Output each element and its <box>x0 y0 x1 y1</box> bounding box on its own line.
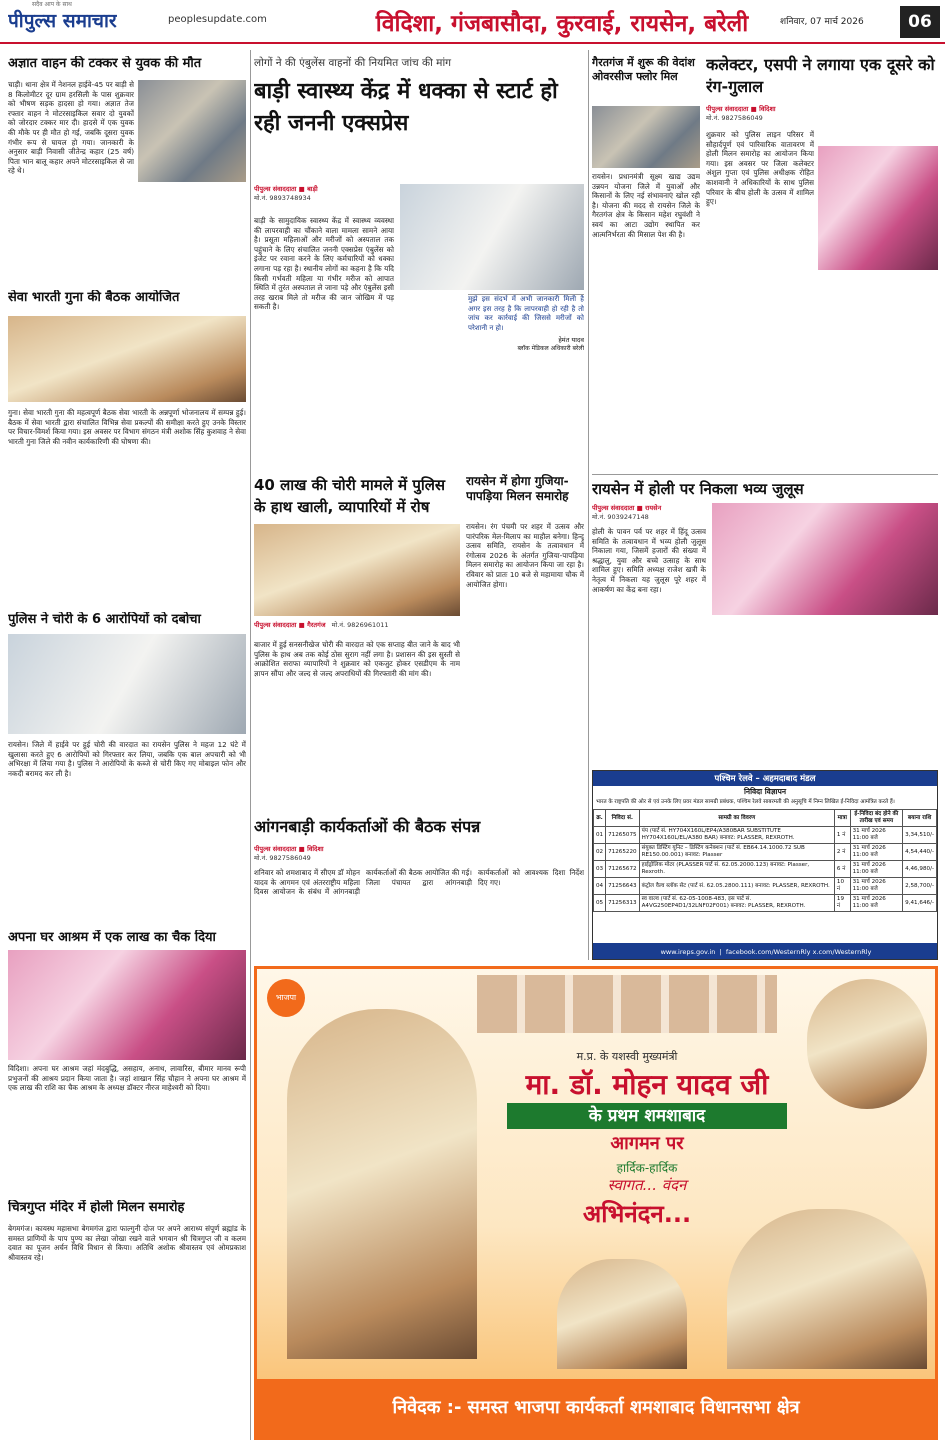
table-cell: संयुक्त डिस्टिंग यूनिट – डिस्टिंग कनेक्शन (पार्ट सं. EB64.14.1000.72 SUB RE150.00.001) बनावट: Plasser <box>639 844 834 861</box>
table-cell: 2 नं <box>834 844 850 861</box>
byline-label: पीपुल्स संवाददाता ■ रायसेन <box>592 504 662 512</box>
seva-bharati-body: गुना। सेवा भारती गुना की महत्वपूर्ण बैठक सेवा भारती के अन्नपूर्णा भोजनालय में सम्पन्न हुई। बैठक में सेवा भारती द्वारा संचालित विभिन्न सेवा प्रकल्पों की समीक्षा करते हुए उनके विस्तार पर विचार-विमर्श किया गया। इस अवसर पर विभाग संगठन मंत्री अशोक सिंह कुशवाह ने सेवा भारती गुना जिले की नवीन कार्यकारिणी की घोषणा की। <box>8 408 246 446</box>
byline-label: पीपुल्स संवाददाता ■ विदिशा <box>254 845 324 853</box>
ad-line2: के प्रथम शमशाबाद <box>507 1103 787 1129</box>
ad-greet: हार्दिक-हार्दिक <box>616 1161 678 1175</box>
leader-portrait-right <box>807 979 927 1109</box>
table-cell: 02 <box>594 844 606 861</box>
table-header: बयाना राशि <box>903 810 937 827</box>
table-cell: 31 मार्च 2026 11:00 बजे <box>850 861 903 878</box>
tender-table <box>593 809 937 912</box>
raisen-procession-photo <box>712 503 938 615</box>
headline-apna-ghar: अपना घर आश्रम में एक लाख का चैक दिया <box>8 930 216 945</box>
byline-label: पीपुल्स संवाददाता ■ बाड़ी <box>254 185 318 193</box>
quote-role: ब्लॉक मेडिकल अधिकारी बरेली <box>517 345 584 353</box>
theft-body: बाजार में हुई सनसनीखेज चोरी की वारदात को एक सप्ताह बीत जाने के बाद भी पुलिस के हाथ अब तक कोई ठोस सुराग नहीं लगा है। प्रशासन की इस सुस्ती से आक्रोशित सराफा व्यापारियों ने शुक्रवार को एकजुट होकर एसडीएम के नाम ज्ञापन सौंपा और जल्द से जल्द अपराधियों की गिरफ्तारी की मांग की। <box>254 640 460 678</box>
table-cell: 71265220 <box>606 844 639 861</box>
social-links[interactable]: facebook.com/WesternRly x.com/WesternRly <box>725 948 872 956</box>
senior-leader-portrait <box>727 1209 927 1369</box>
headline-theft-arrest: पुलिस ने चोरी के 6 आरोपियों को दबोचा <box>8 612 201 627</box>
table-row <box>594 827 937 844</box>
masthead <box>0 0 945 44</box>
table-row <box>594 861 937 878</box>
flour-mill-photo <box>592 106 700 168</box>
quote-author: हेमंत यादव <box>558 336 584 345</box>
table-row <box>594 895 937 912</box>
table-cell: 04 <box>594 878 606 895</box>
table-cell: हाईड्रोलिक मोटर (PLASSER पार्ट सं. 62.05.2000.123) बनावट: Plasser, Rexroth. <box>639 861 834 878</box>
reporter-mobile: मो.नं. 9893748934 <box>254 194 311 202</box>
table-cell: 9,41,646/- <box>903 895 937 912</box>
table-cell: 31 मार्च 2026 11:00 बजे <box>850 844 903 861</box>
table-cell: 71265672 <box>606 861 639 878</box>
table-cell: 71265075 <box>606 827 639 844</box>
page-number: 06 <box>900 6 940 38</box>
holi-officials-photo <box>818 146 938 270</box>
ambulance-body-cont <box>400 294 464 454</box>
table-header: सामग्री का विवरण <box>639 810 834 827</box>
raisen-holi-body: होली के पावन पर्व पर शहर में हिंदू उत्सव समिति के तत्वावधान में भव्य होली जुलूस निकाला गया, जिसमें हजारों की संख्या में श्रद्धालु, युवा और बच्चे उत्साह के साथ शामिल हुए। समिति अध्यक्ष राजेश खत्री के नेतृत्व में निकला यह जुलूस पूरे शहर में आकर्षण का केंद्र बना रहा। <box>592 527 706 594</box>
flour-mill-body: रायसेन। प्रधानमंत्री सूक्ष्म खाद्य उद्यम उन्नयन योजना जिले में युवाओं और किसानों के लिए नई संभावनाएं खोल रही है। योजना की मदद से रायसेन जिले के गैरतगंज क्षेत्र के किसान महेश रघुवंशी ने स्वयं का आटा उद्योग स्थापित कर आत्मनिर्भरता की मिसाल पेश की है। <box>592 172 700 239</box>
table-cell: 31 मार्च 2026 11:00 बजे <box>850 895 903 912</box>
byline-gairatganj <box>254 620 460 629</box>
ad-cm-name: मा. डॉ. मोहन यादव जी <box>525 1068 769 1101</box>
ad-welcome: स्वागत... वंदन <box>607 1176 687 1194</box>
headline-gujiya: रायसेन में होगा गुजिया-पापड़िया मिलन समारोह <box>466 474 569 503</box>
gujiya-body: रायसेन। रंग पंचमी पर शहर में उत्सव और पारंपरिक मेल-मिलाप का माहौल बनेगा। हिन्दू उत्सव समिति, रायसेन के तत्वावधान में रंगोत्सव 2026 के अंतर्गत गुजिया-पापड़िया मिलन समारोह का आयोजन किया जा रहा है। रविवार को प्रातः 10 बजे से महामाया चौक में आयोजित होगा। <box>466 522 584 589</box>
table-cell: 31 मार्च 2026 11:00 बजे <box>850 827 903 844</box>
accident-body: चाड़ी। थाना क्षेत्र में नेशनल हाईवे-45 पर बाड़ी से 8 किलोमीटर दूर ग्राम हरसिली के पास शुक्रवार को भीषण सड़क हादसा हो गया। अज्ञात तेज रफ्तार वाहन ने मोटरसाइकिल सवार दो युवकों को जोरदार टक्कर मार दी। हादसे में एक युवक की मौके पर ही मौत हो गई, जबकि दूसरा युवक गंभीर रूप से घायल हो गया। जानकारी के अनुसार बाड़ी निवासी जीतेन्द्र कहार (25 वर्ष) पिता भान बालू कहार अपने मोटरसाइकिल से जा रहे थे। <box>8 80 134 176</box>
reporter-mobile: मो.नं. 9827586049 <box>706 114 763 122</box>
apna-ghar-body: विदिशा। अपना घर आश्रम जहां मंदबुद्धि, असहाय, अनाथ, लावारिस, बीमार मानव रूपी प्रभुजनों की आश्रय प्रदान किया जाता है। जहां शाखान सिंह चौहान ने अपना घर आश्रम में एक लाख की राशि का चैक आश्रम के अध्यक्ष डॉक्टर नीरज माहेश्वरी को दिया। <box>8 1064 246 1093</box>
table-header: निविदा सं. <box>606 810 639 827</box>
byline-vidisha-d <box>706 104 816 122</box>
chitragupt-body: बेगमगंज। कायस्थ महासभा बेगमगंज द्वारा फाल्गुनी दोज पर अपने आराध्य संपूर्ण ब्रह्मांड के समस्त प्राणियों के पाप पुण्य का लेखा जोखा रखने वाले भगवान श्री चित्रगुप्त जी व कलम दवात का पूजन अर्चन विधि विधान से किया। अतिथि अशोक श्रीवास्तव एवं ओमप्रकाश श्रीवास्तव रहे। <box>8 1224 246 1262</box>
divider <box>588 50 589 960</box>
worker-portrait <box>557 1259 687 1369</box>
headline-seva-bharati: सेवा भारती गुना की बैठक आयोजित <box>8 290 180 305</box>
headline-40-lakh-theft: 40 लाख की चोरी मामले में पुलिस के हाथ खाली, व्यापारियों में रोष <box>254 476 446 516</box>
headline-anganwadi: आंगनबाड़ी कार्यकर्ताओं की बैठक संपन्न <box>254 817 481 836</box>
table-cell: स्व वाल्व (पार्ट सं. 62-05-1008-483, इस पार्ट सं. A4VG250EP4D1/32LNF02F001) बनावट: PLASSER, REXROTH. <box>639 895 834 912</box>
ad-line3: आगमन पर <box>610 1133 684 1154</box>
byline-raisen <box>592 503 702 521</box>
tender-org: पश्चिम रेलवे – अहमदाबाद मंडल <box>593 771 937 786</box>
byline-vidisha <box>254 844 374 862</box>
column-b <box>254 50 584 960</box>
tender-notice <box>592 770 938 960</box>
cm-portrait <box>287 1009 477 1359</box>
table-cell: 71256313 <box>606 895 639 912</box>
headline-chitragupt: चित्रगुप्त मंदिर में होली मिलन समारोह <box>8 1200 185 1215</box>
table-cell: 4,54,440/- <box>903 844 937 861</box>
byline-label: पीपुल्स संवाददाता ■ गैरतगंज <box>254 621 326 629</box>
table-cell: 6 नं <box>834 861 850 878</box>
table-cell: 05 <box>594 895 606 912</box>
ad-footer: निवेदक :- समस्त भाजपा कार्यकर्ता शमशाबाद विधानसभा क्षेत्र <box>257 1379 935 1437</box>
logo: पीपुल्स समाचार <box>8 10 117 32</box>
column-a <box>8 50 246 1440</box>
reporter-mobile: मो.नं. 9827586049 <box>254 854 311 862</box>
ad-abhinandan: अभिनंदन... <box>582 1200 692 1228</box>
seva-bharati-photo <box>8 316 246 402</box>
table-header: क्र. <box>594 810 606 827</box>
quote-box <box>468 294 584 410</box>
table-cell: 1 नं <box>834 827 850 844</box>
headline-accident: अज्ञात वाहन की टक्कर से युवक की मौत <box>8 56 202 71</box>
ireps-link[interactable]: www.ireps.gov.in <box>660 948 716 956</box>
table-cell: पंप (पार्ट सं. HY704X160L/EP4/A380BAR SUBSTITUTE HY704X160L/EL/A380 BAR) बनावट: PLASSER, REXROTH. <box>639 827 834 844</box>
table-row <box>594 878 937 895</box>
column-d <box>706 50 938 470</box>
headline-ambulance: बाड़ी स्वास्थ्य केंद्र में धक्का से स्टार्ट हो रही जननी एक्सप्रेस <box>254 79 558 136</box>
table-cell: 01 <box>594 827 606 844</box>
table-header: मात्रा <box>834 810 850 827</box>
table-cell: 03 <box>594 861 606 878</box>
tender-notice-title: निविदा विज्ञापन <box>743 787 787 796</box>
reporter-mobile: मो.नं. 9039247148 <box>592 513 649 521</box>
collector-sp-body: शुक्रवार को पुलिस लाइन परिसर में सौहार्दपूर्ण एवं पारिवारिक वातावरण में होली मिलन समारोह का आयोजन किया गया। इस अवसर पर जिला कलेक्टर अंशुल गुप्ता एवं पुलिस अधीक्षक रोहित काशवानी ने अधिकारियों के साथ पुलिस परिवार के बीच होली के उत्सव में शामिल हुए। <box>706 130 814 207</box>
table-cell: 71256643 <box>606 878 639 895</box>
table-cell: 4,46,980/- <box>903 861 937 878</box>
anganwadi-body: शनिवार को शमशाबाद में सीएम डॉ मोहन यादव के आगमन एवं अंतरराष्ट्रीय महिला दिवस आयोजन के संबंध में आंगनबाड़ी कार्यकर्ताओं की बैठक आयोजित की गई। जिला पंचायत द्वारा आंगनबाड़ी कार्यकर्ताओं को आवश्यक दिशा निर्देश दिए गए। <box>254 868 584 897</box>
tender-intro: भारत के राष्ट्रपति की ओर से एवं उनके लिए प्रवर मंडल सामग्री प्रबंधक, पश्चिम रेलवे साबरमती की अनुसूचि में निम्न लिखित ई-निविदा आमंत्रित करते हैं। <box>596 799 895 805</box>
bjp-logo: भाजपा <box>267 979 305 1017</box>
raisen-holi-story <box>592 474 938 764</box>
website-link[interactable]: peoplesupdate.com <box>168 14 267 25</box>
table-cell: 3,34,510/- <box>903 827 937 844</box>
headline-raisen-holi: रायसेन में होली पर निकला भव्य जुलूस <box>592 480 804 498</box>
ad-pre-title: म.प्र. के यशस्वी मुख्यमंत्री <box>576 1050 678 1063</box>
table-row <box>594 844 937 861</box>
edition-title: विदिशा, गंजबासौदा, कुरवाई, रायसेन, बरेली <box>375 11 749 37</box>
reporter-mobile: मो.नं. 9826961011 <box>331 621 389 629</box>
quote-text: मुझे इस संदर्भ में अभी जानकारी मिली है अगर इस तरह है कि लापरवाही हो रही है तो जांच कर कार्रवाई की जिससे मरीजों को परेशानी न हो। <box>468 295 584 332</box>
traders-photo <box>254 524 460 616</box>
theft-arrest-body: रायसेन। जिले में हाईवे पर हुई चोरी की वारदात का रायसेन पुलिस ने महज 12 घंटे में खुलासा करते हुए 6 आरोपियों को गिरफ्तार कर लिया, जबकि एक बाल अपचारी को भी अभिरक्षा में लिया गया है। पुलिस ने आरोपियों के कब्जे से चोरी किए गए मोबाइल फोन और नकदी बरामद कर ली है। <box>8 740 246 778</box>
ambulance-photo <box>400 184 584 290</box>
table-header: ई-निविदा बंद होने की तारीख एवं समय <box>850 810 903 827</box>
theft-arrest-photo <box>8 634 246 734</box>
table-cell: 10 नं <box>834 878 850 895</box>
table-cell: 2,58,700/- <box>903 878 937 895</box>
byline-bari <box>254 184 394 202</box>
ambulance-body: बाड़ी के सामुदायिक स्वास्थ्य केंद्र में स्वास्थ्य व्यवस्था की लापरवाही का चौंकाने वाला मामला सामने आया है। प्रसूता महिलाओं और मरीजों को अस्पताल तक पहुंचाने के लिए संचालित जननी एक्सप्रेस एंबुलेंस को इंजेट पर रवाना करने के लिए कर्मचारियों को धक्का लगाना पड़ रहा है। स्थानीय लोगों का कहना है कि यदि किसी गर्भवती महिला या गंभीर मरीज को आपात स्थिति में तुरंत अस्पताल ले जाना पड़े और एंबुलेंस इसी तरह खराब मिले तो मरीज की जान जोखिम में पड़ सकती है। <box>254 216 394 312</box>
divider <box>250 50 251 1440</box>
apna-ghar-photo <box>8 950 246 1060</box>
leaders-strip <box>477 975 777 1033</box>
table-cell: 31 मार्च 2026 11:00 बजे <box>850 878 903 895</box>
accident-photo <box>138 80 246 182</box>
column-c <box>592 50 700 470</box>
table-cell: कंट्रोल वैल्व ब्लॉक सेट (पार्ट सं. 62.05.2800.111) बनावट: PLASSER, REXROTH. <box>639 878 834 895</box>
byline-label: पीपुल्स संवाददाता ■ विदिशा <box>706 105 776 113</box>
tender-header-row <box>594 810 937 827</box>
table-cell: 19 नं <box>834 895 850 912</box>
tender-footer: www.ireps.gov.in | facebook.com/WesternRly x.com/WesternRly <box>593 943 938 960</box>
issue-date: शनिवार, 07 मार्च 2026 <box>780 17 864 27</box>
headline-flour-mill: गैरतगंज में शुरू की वेदांश ओवरसीज फ्लोर मिल <box>592 56 695 83</box>
kicker-ambulance: लोगों ने की एंबुलेंस वाहनों की नियमित जांच की मांग <box>254 57 452 69</box>
headline-collector-sp: कलेक्टर, एसपी ने लगाया एक दूसरे को रंग-गुलाल <box>706 55 935 96</box>
logo-tag: सदैव आप के साथ <box>32 1 72 8</box>
bjp-advertisement <box>254 966 938 1440</box>
